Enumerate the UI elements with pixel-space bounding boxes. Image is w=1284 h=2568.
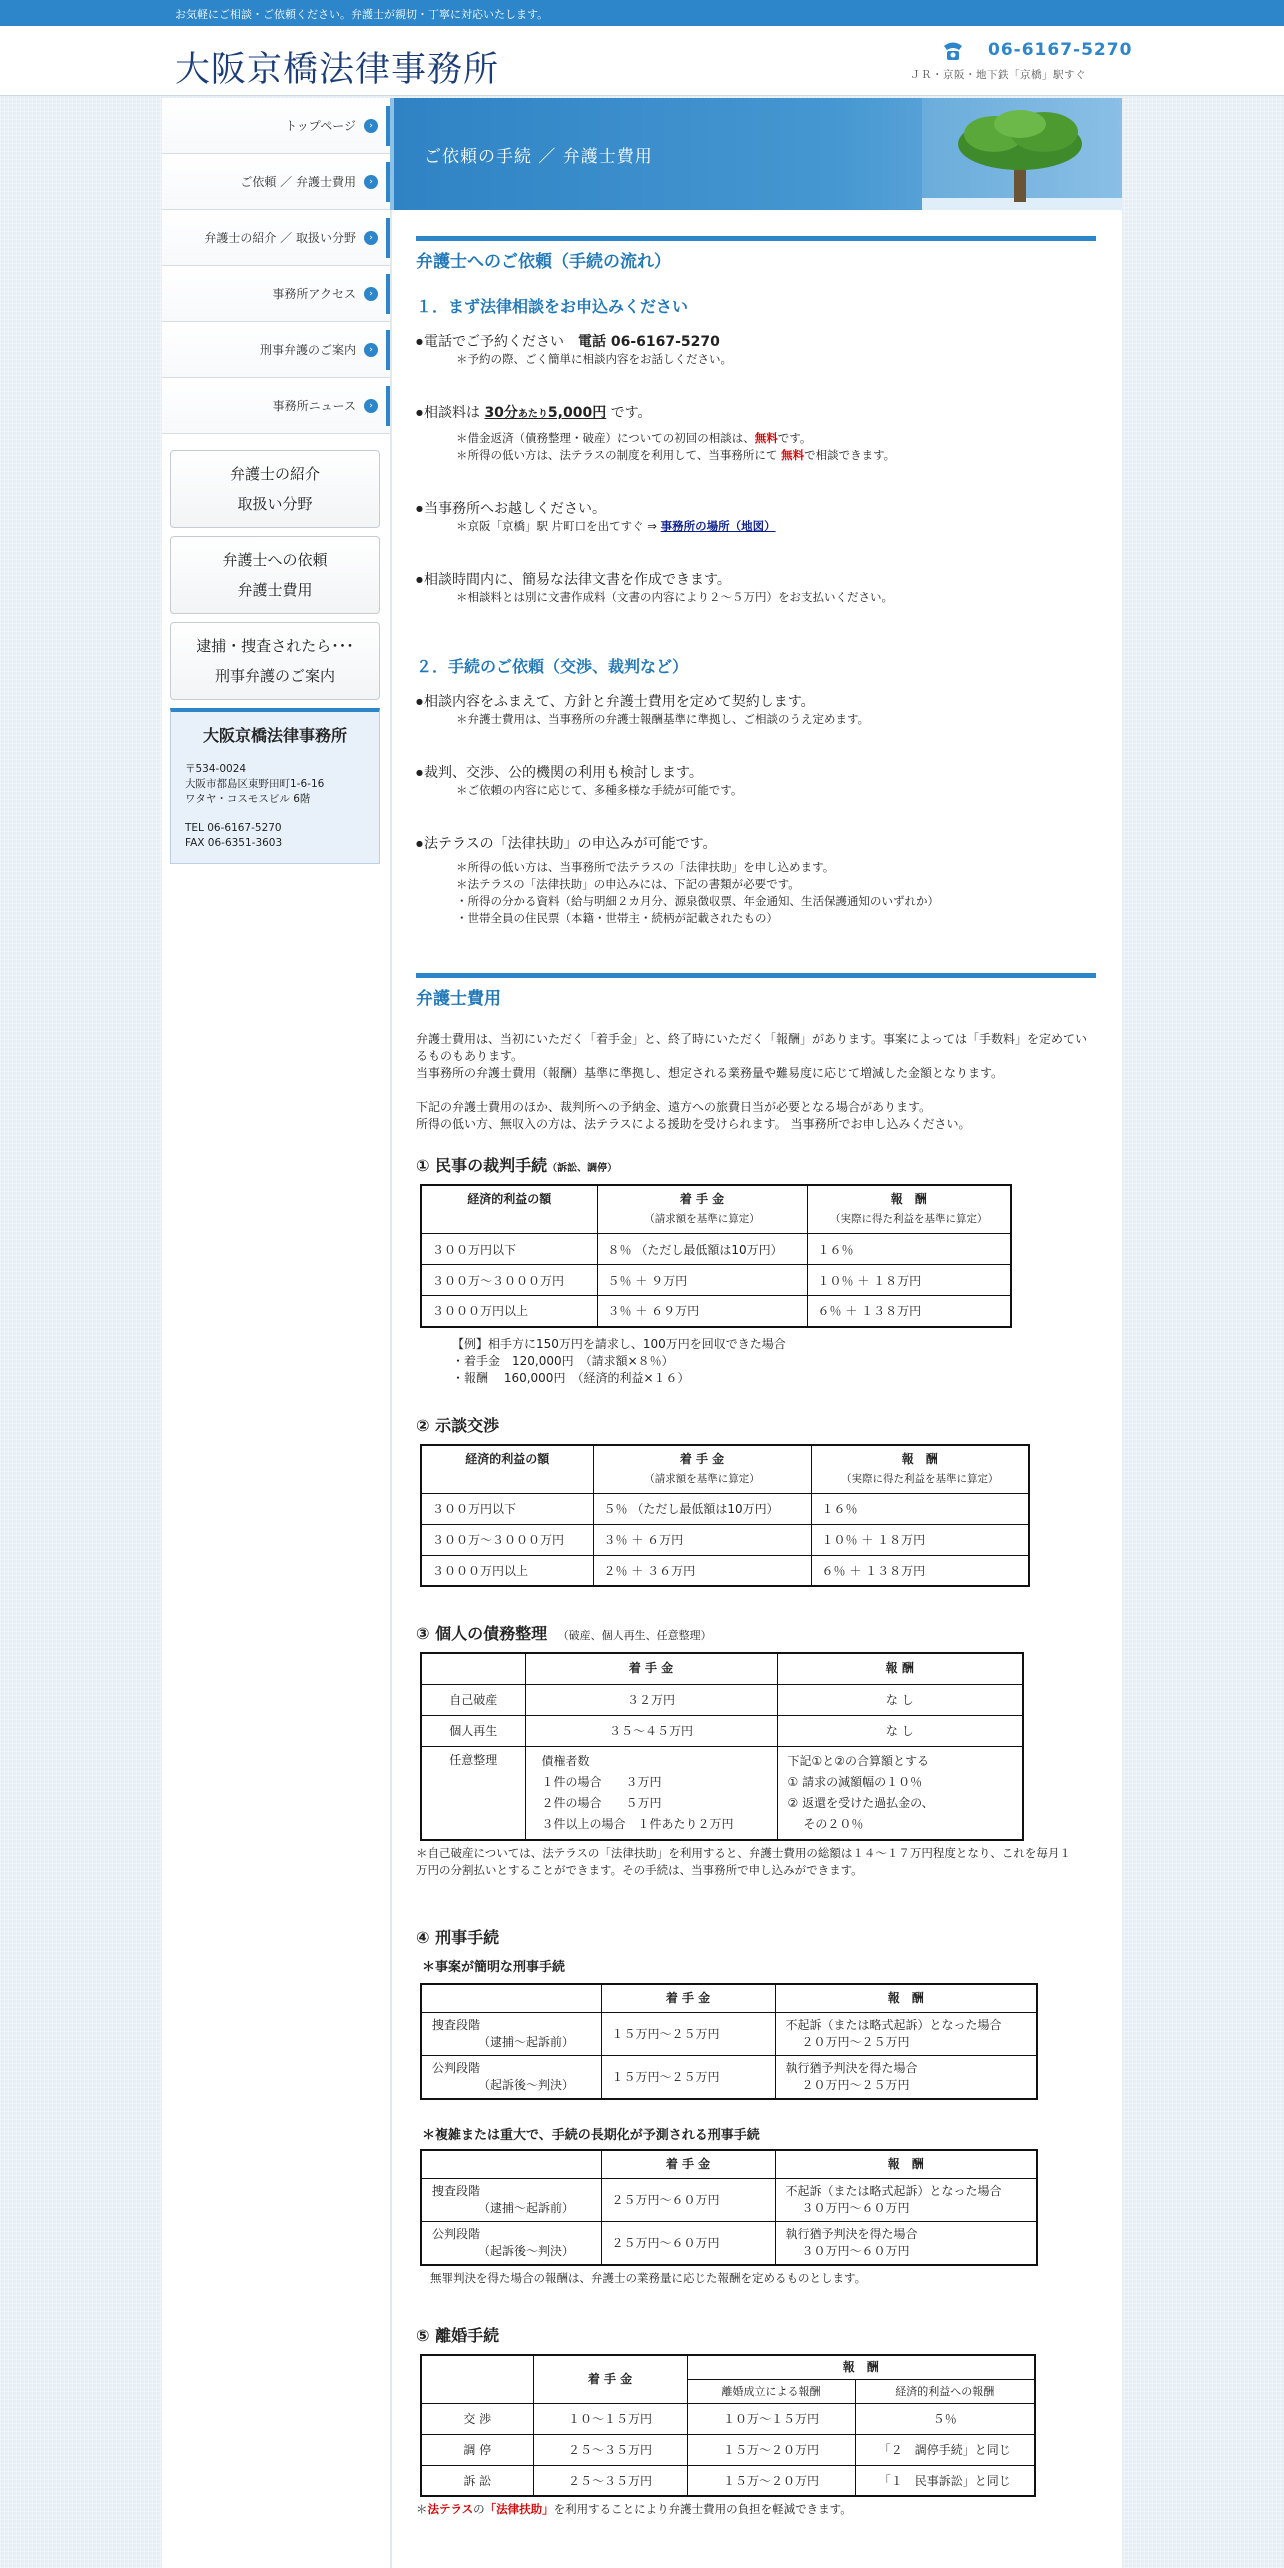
header-text: 報 酬 <box>890 1192 927 1206</box>
flow-item <box>416 402 1096 422</box>
table-row <box>421 1555 1029 1586</box>
office-info <box>170 708 380 864</box>
table-title: ② 示談交渉 <box>416 1415 500 1435</box>
cell-line: ３件以上の場合 １件あたり２万円 <box>541 1816 734 1831</box>
table-cell: 自己破産 <box>421 1684 525 1715</box>
table-row <box>421 1296 1011 1327</box>
cell-line: 捜査段階 <box>432 2183 481 2198</box>
map-link[interactable]: 事務所の場所（地図） <box>660 519 776 533</box>
table-cell: ３００万円以下 <box>421 1493 593 1524</box>
table-cell: １５万～２０万円 <box>687 2465 855 2496</box>
table-cell <box>421 2178 601 2221</box>
cell-line: ２０万円～２５万円 <box>801 2077 910 2092</box>
table-subtitle: （訴訟、調停） <box>547 1163 618 1174</box>
cell-line: ② 返還を受けた過払金の、 <box>787 1795 934 1810</box>
flow-note: ＊所得の低い方は、当事務所で法テラスの「法律扶助」を申し込めます。 <box>456 860 835 874</box>
cell-line: 不起訴（または略式起訴）となった場合 <box>785 2183 1002 2198</box>
table-cell: ３００万～３０００万円 <box>421 1265 597 1296</box>
table-header-row <box>421 1445 1029 1494</box>
header-cell <box>811 1445 1029 1494</box>
flow-text: 相談料は <box>423 405 485 421</box>
divorce-fee-table <box>420 2354 1036 2498</box>
table-row <box>421 2178 1037 2221</box>
table-title <box>416 1153 1096 1176</box>
table-cell: ２５万円～６０万円 <box>601 2178 775 2221</box>
header-cell: 報 酬 <box>775 2150 1037 2179</box>
example-line: ・着手金 120,000円 （請求額×８％） <box>452 1353 674 1368</box>
table-title-text: ① 民事の裁判手続 <box>416 1156 548 1175</box>
header-text: 報 酬 <box>901 1451 938 1466</box>
table-cell: 任意整理 <box>421 1746 525 1840</box>
table-cell: １０％ ＋ １８万円 <box>811 1524 1029 1555</box>
settlement-fee-table <box>420 1444 1030 1588</box>
flow-item <box>416 331 1096 351</box>
civil-trial-fee-table <box>420 1184 1012 1328</box>
table-cell: ３００万～３０００万円 <box>421 1524 593 1555</box>
header-text: 着 手 金 <box>679 1451 725 1466</box>
table-cell <box>421 2055 601 2099</box>
flow-item: ● 裁判、交渉、公的機関の利用も検討します。 <box>416 762 1096 782</box>
table-cell: １６％ <box>807 1234 1011 1265</box>
table-subtitle: ＊複雑または重大で、手続の長期化が予測される刑事手続 <box>422 2127 760 2143</box>
table-row <box>421 1265 1011 1296</box>
note-text: を利用することにより弁護士費用の負担を軽減できます。 <box>553 2502 852 2516</box>
office-address-1: 大阪市都島区東野田町1-6-16 <box>185 778 325 790</box>
site-header <box>0 26 1284 96</box>
table-cell: １５万円～２５万円 <box>601 2012 775 2055</box>
office-address-2: ワタヤ・コスモスビル 6階 <box>185 793 311 805</box>
table-cell: 交 渉 <box>421 2403 533 2434</box>
chevron-right-icon: › <box>364 231 378 245</box>
sidebar <box>162 98 390 864</box>
table-cell: ５％ ＋ ９万円 <box>597 1265 807 1296</box>
header-cell: 離婚成立による報酬 <box>687 2379 855 2403</box>
note-text: です。 <box>777 431 812 445</box>
table-header-row <box>421 1984 1037 2013</box>
table-cell: な し <box>777 1684 1023 1715</box>
fees-paragraph: 下記の弁護士費用のほか、裁判所への予納金、遠方への旅費日当が必要となる場合があります。 <box>416 1100 932 1114</box>
note-text: ＊借金返済（債務整理・破産）についての初回の相談は、 <box>456 431 755 445</box>
table-cell <box>421 2012 601 2055</box>
table-cell: ３％ ＋ ６９万円 <box>597 1296 807 1327</box>
nav-label: 事務所ニュース <box>272 399 356 413</box>
example-line: ・報酬 160,000円 （経済的利益×１６） <box>452 1370 690 1385</box>
nav-label: ご依頼 ／ 弁護士費用 <box>240 175 356 189</box>
cell-line: ① 請求の減額幅の１０％ <box>787 1774 923 1789</box>
header-cell: 報 酬 <box>775 1984 1037 2013</box>
flow-text: 電話でご予約ください <box>423 334 578 350</box>
fees-section-title: 弁護士費用 <box>416 973 1096 1009</box>
table-header-row <box>421 1185 1011 1234</box>
table-cell: ３％ ＋ ６万円 <box>593 1524 811 1555</box>
table-cell: 訴 訟 <box>421 2465 533 2496</box>
side-link-line: 弁護士への依頼 <box>222 551 328 569</box>
debt-note: ＊自己破産については、法テラスの「法律扶助」を利用すると、弁護士費用の総額は１４～１７万円程度となり、これを毎月１万円の分割払いとすることができます。その手続は、当事務所で申し込みができます。 <box>416 1845 1071 1877</box>
cell-line: （逮捕～起訴前） <box>478 2200 575 2215</box>
table-header-row <box>421 2355 1035 2380</box>
table-row <box>421 1746 1023 1840</box>
flow-note: ＊相談料とは別に文書作成料（文書の内容により２～５万円）をお支払いください。 <box>456 590 893 604</box>
header-phone[interactable]: 06-6167-5270 <box>988 40 1133 60</box>
table-cell <box>421 2221 601 2265</box>
header-cell: 着 手 金 <box>533 2355 687 2404</box>
table-title: ④ 刑事手続 <box>416 1927 500 1947</box>
table-cell: ６％ ＋ １３８万円 <box>811 1555 1029 1586</box>
table-cell: １５万～２０万円 <box>687 2434 855 2465</box>
office-tel: TEL 06-6167-5270 <box>185 822 282 834</box>
header-cell: 経済的利益の額 <box>421 1445 593 1494</box>
header-cell <box>421 1653 525 1684</box>
table-cell <box>775 2055 1037 2099</box>
table-cell: ３００万円以下 <box>421 1234 597 1265</box>
fees-paragraph: 当事務所の弁護士費用（報酬）基準に準拠し、想定される業務量や難易度に応じて増減した金額となります。 <box>416 1066 1004 1080</box>
table-row <box>421 2465 1035 2496</box>
table-cell: １５万円～２５万円 <box>601 2055 775 2099</box>
top-bar <box>0 0 1284 26</box>
flow-note: ＊法テラスの「法律扶助」の申込みには、下記の書類が必要です。 <box>456 877 800 891</box>
table-row <box>421 1524 1029 1555</box>
header-text: 着 手 金 <box>679 1192 725 1206</box>
office-fax: FAX 06-6351-3603 <box>185 837 283 849</box>
chevron-right-icon: › <box>364 119 378 133</box>
note-free: 無料 <box>781 448 805 462</box>
table-row <box>421 2403 1035 2434</box>
cell-line: 執行猶予判決を得た場合 <box>785 2060 918 2075</box>
note-text: ＊ <box>416 2502 428 2516</box>
table-cell: ３５～４５万円 <box>525 1715 777 1746</box>
flow-item: ● 相談時間内に、簡易な法律文書を作成できます。 <box>416 569 1096 589</box>
side-link-line: 刑事弁護のご案内 <box>214 667 335 685</box>
cell-line: 公判段階 <box>432 2060 481 2075</box>
side-link-criminal[interactable] <box>170 622 380 700</box>
flow-note <box>456 430 1096 447</box>
table-cell: ３２万円 <box>525 1684 777 1715</box>
table-row <box>421 2434 1035 2465</box>
chevron-right-icon: › <box>364 399 378 413</box>
header-cell: 着 手 金 <box>601 2150 775 2179</box>
nav-access[interactable] <box>162 266 390 322</box>
table-cell: ２％ ＋ ３６万円 <box>593 1555 811 1586</box>
flow-step-1: １．まず法律相談をお申込みください <box>416 297 689 316</box>
table-row <box>421 1684 1023 1715</box>
site-title[interactable]: 大阪京橋法律事務所 <box>175 50 500 90</box>
side-link-lawyers[interactable] <box>170 450 380 528</box>
header-cell: 報 酬 <box>777 1653 1023 1684</box>
header-subtext: （実際に得た利益を基準に算定） <box>830 1213 988 1225</box>
flow-note <box>456 518 1096 535</box>
side-link-line: 弁護士費用 <box>237 581 313 599</box>
note-text: ＊京阪「京橋」駅 片町口を出てすぐ ⇒ <box>456 519 661 533</box>
flow-text: です。 <box>606 405 652 421</box>
table-header-row <box>421 2150 1037 2179</box>
cell-line: （逮捕～起訴前） <box>478 2034 575 2049</box>
table-row <box>421 2055 1037 2099</box>
fee-per: あたり <box>517 409 548 420</box>
header-cell: 経済的利益の額 <box>421 1185 597 1234</box>
header-access: ＪＲ・京阪・地下鉄「京橋」駅すぐ <box>910 69 1086 81</box>
table-row <box>421 1234 1011 1265</box>
flow-note: ＊ご依頼の内容に応じて、多種多様な手続が可能です。 <box>456 783 743 797</box>
criminal-note: 無罪判決を得た場合の報酬は、弁護士の業務量に応じた報酬を定めるものとします。 <box>430 2270 867 2285</box>
header-cell <box>421 1984 601 2013</box>
header-cell <box>421 2150 601 2179</box>
flow-note: ＊弁護士費用は、当事務所の弁護士報酬基準に準拠し、ご相談のうえ定めます。 <box>456 712 870 726</box>
side-link-fees[interactable] <box>170 536 380 614</box>
cell-line: 執行猶予判決を得た場合 <box>785 2226 918 2241</box>
nav-criminal[interactable] <box>162 322 390 378</box>
header-cell <box>421 2355 533 2404</box>
table-cell: 「２ 調停手続」と同じ <box>855 2434 1035 2465</box>
table-cell: ６％ ＋ １３８万円 <box>807 1296 1011 1327</box>
criminal-complex-fee-table <box>420 2149 1038 2266</box>
page-title: ご依頼の手続 ／ 弁護士費用 <box>424 147 653 167</box>
table-cell <box>525 1746 777 1840</box>
note-highlight: 「法律扶助」 <box>484 2502 554 2516</box>
note-free: 無料 <box>754 431 778 445</box>
criminal-simple-fee-table <box>420 1983 1038 2100</box>
chevron-right-icon: › <box>364 343 378 357</box>
table-cell <box>775 2012 1037 2055</box>
side-link-line: 取扱い分野 <box>237 495 313 513</box>
page-banner <box>390 98 1122 210</box>
cell-line: その２０％ <box>787 1816 864 1831</box>
note-text: ＊所得の低い方は、法テラスの制度を利用して、当事務所にて <box>456 448 782 462</box>
header-cell: 着 手 金 <box>601 1984 775 2013</box>
nav-label: トップページ <box>285 119 356 133</box>
top-bar-text: お気軽にご相談・ご依頼ください。弁護士が親切・丁寧に対応いたします。 <box>175 8 549 21</box>
flow-item: ● 法テラスの「法律扶助」の申込みが可能です。 <box>416 833 1096 853</box>
chevron-right-icon: › <box>364 287 378 301</box>
table-cell: １０万～１５万円 <box>687 2403 855 2434</box>
table-subtitle: （破産、個人再生、任意整理） <box>563 1629 712 1642</box>
cell-line: （起訴後～判決） <box>478 2243 575 2258</box>
flow-note <box>456 447 1096 464</box>
flow-phone[interactable]: 電話 06-6167-5270 <box>577 334 720 350</box>
example-line: 【例】相手方に150万円を請求し、100万円を回収できた場合 <box>452 1336 786 1351</box>
table-cell: ２５～３５万円 <box>533 2465 687 2496</box>
table-cell: ８％ （ただし最低額は10万円） <box>597 1234 807 1265</box>
table-title <box>416 1621 1096 1644</box>
cell-line: 捜査段階 <box>432 2017 481 2032</box>
cell-line: 下記①と②の合算額とする <box>787 1753 930 1768</box>
table-title-text: ③ 個人の債務整理 <box>416 1624 548 1643</box>
table-title: ⑤ 離婚手続 <box>416 2325 500 2345</box>
note-text: の <box>473 2502 485 2516</box>
table-row <box>421 2012 1037 2055</box>
nav-label: 弁護士の紹介 ／ 取扱い分野 <box>204 231 356 245</box>
flow-step-2: ２．手続のご依頼（交渉、裁判など） <box>416 657 689 676</box>
table-cell: 個人再生 <box>421 1715 525 1746</box>
table-row <box>421 1493 1029 1524</box>
tree-illustration <box>922 98 1122 210</box>
table-cell: 調 停 <box>421 2434 533 2465</box>
table-cell <box>775 2178 1037 2221</box>
cell-line: 不起訴（または略式起訴）となった場合 <box>785 2017 1002 2032</box>
nav-label: 事務所アクセス <box>272 287 356 301</box>
example-text <box>452 1336 1096 1387</box>
nav-fees[interactable] <box>162 154 390 210</box>
header-cell: 報 酬 <box>687 2355 1035 2380</box>
cell-line: ２０万円～２５万円 <box>801 2034 910 2049</box>
table-cell: １６％ <box>811 1493 1029 1524</box>
fee-amount: 5,000円 <box>547 405 607 421</box>
cell-line: 債権者数 <box>541 1753 590 1768</box>
cell-line: ３０万円～６０万円 <box>801 2200 910 2215</box>
table-row <box>421 2221 1037 2265</box>
fees-paragraph: 弁護士費用は、当初にいただく「着手金」と、終了時にいただく「報酬」があります。事案によっては「手数料」を定めているものもあります。 <box>416 1032 1088 1063</box>
main-content <box>390 98 1122 2518</box>
header-cell <box>597 1185 807 1234</box>
table-row <box>421 1715 1023 1746</box>
header-cell: 経済的利益への報酬 <box>855 2379 1035 2403</box>
chevron-right-icon: › <box>364 175 378 189</box>
side-link-line: 弁護士の紹介 <box>229 465 320 483</box>
note-text: で相談できます。 <box>804 448 896 462</box>
table-cell: ２５～３５万円 <box>533 2434 687 2465</box>
nav-lawyers[interactable] <box>162 210 390 266</box>
note-highlight: 法テラス <box>427 2502 474 2516</box>
fees-paragraph: 所得の低い方、無収入の方は、法テラスによる援助を受けられます。 当事務所でお申し込みください。 <box>416 1117 971 1131</box>
page-body <box>162 98 1122 2568</box>
nav-top[interactable] <box>162 98 390 154</box>
table-cell: ５％ <box>855 2403 1035 2434</box>
cell-line: ２件の場合 ５万円 <box>541 1795 662 1810</box>
table-cell: １０～１５万円 <box>533 2403 687 2434</box>
office-zip: 〒534-0024 <box>185 763 247 775</box>
nav-label: 刑事弁護のご案内 <box>259 343 356 357</box>
table-cell: ５％ （ただし最低額は10万円） <box>593 1493 811 1524</box>
header-subtext: （実際に得た利益を基準に算定） <box>841 1472 999 1485</box>
flow-section-title: 弁護士へのご依頼（手続の流れ） <box>416 236 1096 272</box>
fee-30min: 30分 <box>484 405 518 421</box>
table-header-row <box>421 1653 1023 1684</box>
cell-line: （起訴後～判決） <box>478 2077 575 2092</box>
header-subtext: （請求額を基準に算定） <box>644 1472 760 1485</box>
table-cell: 「１ 民事訴訟」と同じ <box>855 2465 1035 2496</box>
flow-note: ・所得の分かる資料（給与明細２カ月分、源泉徴収票、年金通知、生活保護通知のいずれか） <box>456 894 939 908</box>
table-cell <box>777 1746 1023 1840</box>
flow-item: ● 相談内容をふまえて、方針と弁護士費用を定めて契約します。 <box>416 691 1096 711</box>
flow-note: ＊予約の際、ごく簡単に相談内容をお話しください。 <box>456 352 732 366</box>
header-cell <box>593 1445 811 1494</box>
cell-line: 公判段階 <box>432 2226 481 2241</box>
cell-line: １件の場合 ３万円 <box>541 1774 662 1789</box>
table-cell: １０％ ＋ １８万円 <box>807 1265 1011 1296</box>
table-cell: ３０００万円以上 <box>421 1555 593 1586</box>
header-cell <box>807 1185 1011 1234</box>
table-cell: ３０００万円以上 <box>421 1296 597 1327</box>
table-cell <box>775 2221 1037 2265</box>
debt-fee-table <box>420 1652 1024 1841</box>
nav-news[interactable] <box>162 378 390 434</box>
table-subtitle: ＊事案が簡明な刑事手続 <box>422 1959 566 1975</box>
phone-icon <box>940 40 966 62</box>
flow-note: ・世帯全員の住民票（本籍・世帯主・続柄が記載されたもの） <box>456 911 778 925</box>
office-name: 大阪京橋法律事務所 <box>202 726 347 745</box>
divorce-note <box>416 2501 1096 2518</box>
header-subtext: （請求額を基準に算定） <box>644 1213 760 1225</box>
table-cell: ２５万円～６０万円 <box>601 2221 775 2265</box>
table-cell: な し <box>777 1715 1023 1746</box>
side-link-line: 逮捕・捜査されたら･･･ <box>196 637 354 655</box>
flow-item: ● 当事務所へお越しください。 <box>416 498 1096 518</box>
cell-line: ３０万円～６０万円 <box>801 2243 910 2258</box>
header-cell: 着 手 金 <box>525 1653 777 1684</box>
